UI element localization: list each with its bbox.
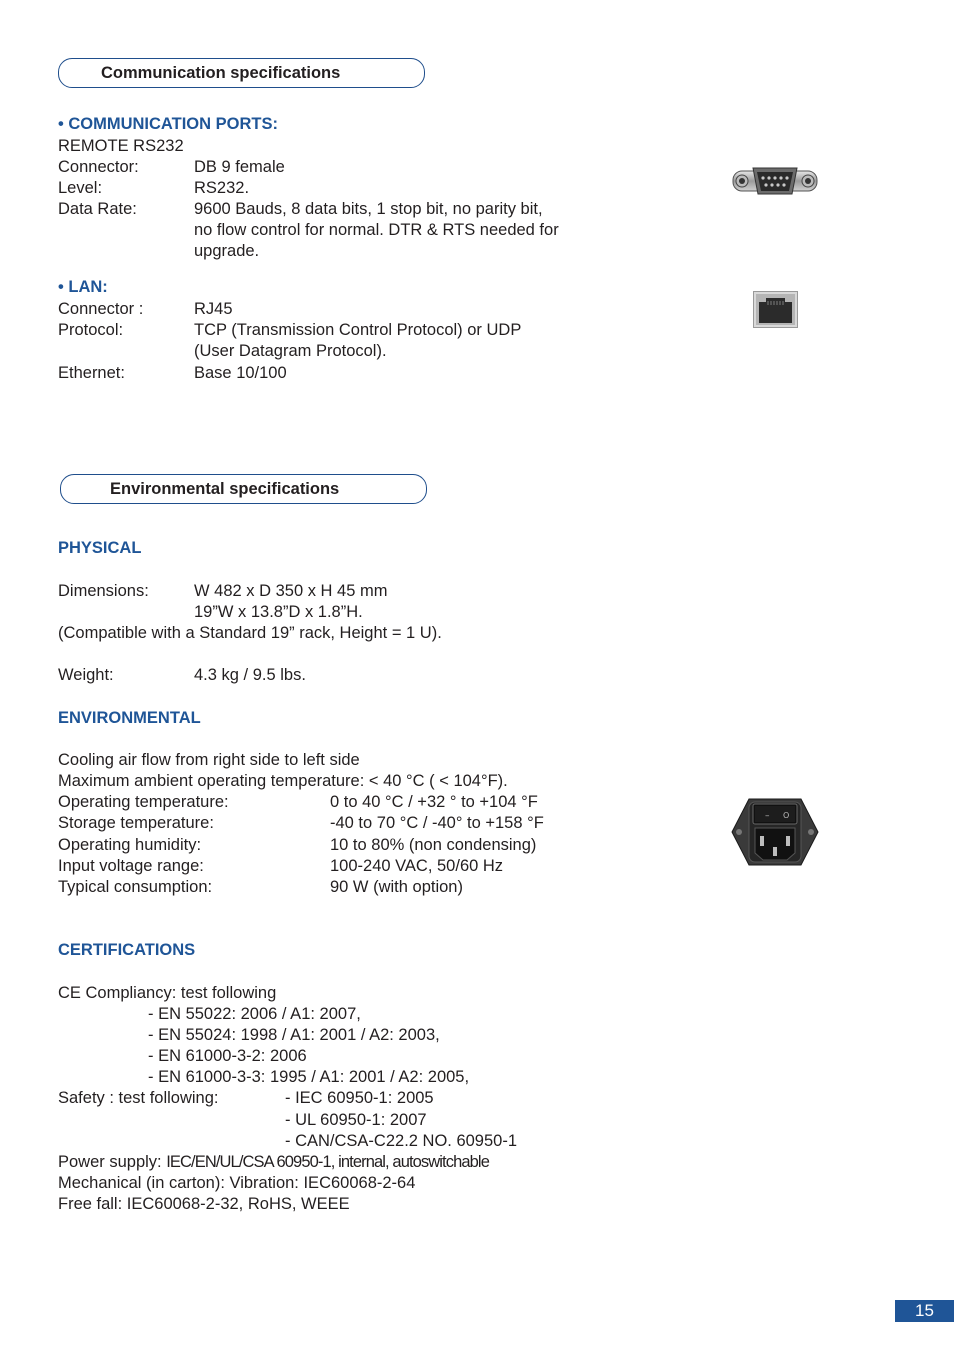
- ce-item-3: - EN 61000-3-2: 2006: [148, 1047, 307, 1065]
- communication-section-title: [58, 58, 425, 88]
- ce-item-2: - EN 55024: 1998 / A1: 2001 / A2: 2003,: [148, 1026, 440, 1044]
- lan-protocol-value-line2: (User Datagram Protocol).: [194, 342, 387, 360]
- rs232-level-label: Level:: [58, 179, 103, 197]
- operating-temperature-label: Operating temperature:: [58, 793, 229, 811]
- operating-humidity-label: Operating humidity:: [58, 836, 202, 854]
- airflow-note: Cooling air flow from right side to left side: [58, 751, 360, 769]
- power-inlet-switch-icon: [731, 798, 819, 866]
- safety-item-1: - IEC 60950-1: 2005: [285, 1089, 434, 1107]
- ce-item-4: - EN 61000-3-3: 1995 / A1: 2001 / A2: 2005,: [148, 1068, 470, 1086]
- mechanical-line: Mechanical (in carton): Vibration: IEC60068-2-64: [58, 1174, 416, 1192]
- lan-protocol-value-line1: TCP (Transmission Control Protocol) or UDP: [194, 321, 522, 339]
- rs232-data-rate-label: Data Rate:: [58, 200, 137, 218]
- physical-heading: PHYSICAL: [58, 539, 142, 557]
- lan-heading: • LAN:: [58, 278, 108, 296]
- rs232-connector-label: Connector:: [58, 158, 139, 176]
- safety-item-2: - UL 60950-1: 2007: [285, 1111, 427, 1129]
- rj45-port-icon: [753, 291, 798, 328]
- environmental-section-title-text: Environmental specifications: [110, 480, 340, 498]
- operating-temperature-value: 0 to 40 °C / +32 ° to +104 °F: [330, 793, 538, 811]
- db9-connector-icon: [732, 164, 818, 198]
- storage-temperature-value: -40 to 70 °C / -40° to +158 °F: [330, 814, 544, 832]
- rs232-data-rate-value-line3: upgrade.: [194, 242, 260, 260]
- rs232-data-rate-value-line2: no flow control for normal. DTR & RTS needed for: [194, 221, 559, 239]
- switch-on-mark: –: [765, 811, 770, 821]
- environmental-heading: ENVIRONMENTAL: [58, 709, 201, 727]
- certifications-heading: CERTIFICATIONS: [58, 941, 196, 959]
- page-number: 15: [895, 1300, 954, 1322]
- rack-note: (Compatible with a Standard 19” rack, Height = 1 U).: [58, 624, 442, 642]
- weight-label: Weight:: [58, 666, 114, 684]
- lan-protocol-label: Protocol:: [58, 321, 124, 339]
- max-ambient-note: Maximum ambient operating temperature: < 40 °C ( < 104°F).: [58, 772, 508, 790]
- lan-connector-value: RJ45: [194, 300, 233, 318]
- typical-consumption-label: Typical consumption:: [58, 878, 213, 896]
- rs232-data-rate-value-line1: 9600 Bauds, 8 data bits, 1 stop bit, no parity bit,: [194, 200, 543, 218]
- operating-humidity-value: 10 to 80% (non condensing): [330, 836, 537, 854]
- dimensions-value-line1: W 482 x D 350 x H 45 mm: [194, 582, 388, 600]
- communication-section-title-text: Communication specifications: [101, 64, 341, 82]
- environmental-section-title: [60, 474, 427, 504]
- lan-ethernet-label: Ethernet:: [58, 364, 125, 382]
- ce-compliancy-label: CE Compliancy: test following: [58, 984, 277, 1002]
- dimensions-label: Dimensions:: [58, 582, 149, 600]
- dimensions-value-line2: 19”W x 13.8”D x 1.8”H.: [194, 603, 363, 621]
- ce-item-1: - EN 55022: 2006 / A1: 2007,: [148, 1005, 361, 1023]
- typical-consumption-value: 90 W (with option): [330, 878, 463, 896]
- switch-off-mark: O: [783, 811, 790, 820]
- lan-connector-label: Connector :: [58, 300, 144, 318]
- power-supply-line: [58, 1152, 489, 1173]
- rs232-connector-value: DB 9 female: [194, 158, 285, 176]
- input-voltage-label: Input voltage range:: [58, 857, 204, 875]
- lan-ethernet-value: Base 10/100: [194, 364, 287, 382]
- weight-value: 4.3 kg / 9.5 lbs.: [194, 666, 306, 684]
- safety-item-3: - CAN/CSA-C22.2 NO. 60950-1: [285, 1132, 518, 1150]
- free-fall-line: Free fall: IEC60068-2-32, RoHS, WEEE: [58, 1195, 350, 1213]
- power-supply-label: Power supply:: [58, 1153, 162, 1171]
- communication-ports-heading: • COMMUNICATION PORTS:: [58, 115, 278, 133]
- input-voltage-value: 100-240 VAC, 50/60 Hz: [330, 857, 504, 875]
- storage-temperature-label: Storage temperature:: [58, 814, 214, 832]
- safety-label: Safety : test following:: [58, 1089, 219, 1107]
- remote-rs232-label: REMOTE RS232: [58, 137, 184, 155]
- rs232-level-value: RS232.: [194, 179, 250, 197]
- power-supply-value: IEC/EN/UL/CSA 60950-1, internal, autoswitchable: [166, 1153, 489, 1171]
